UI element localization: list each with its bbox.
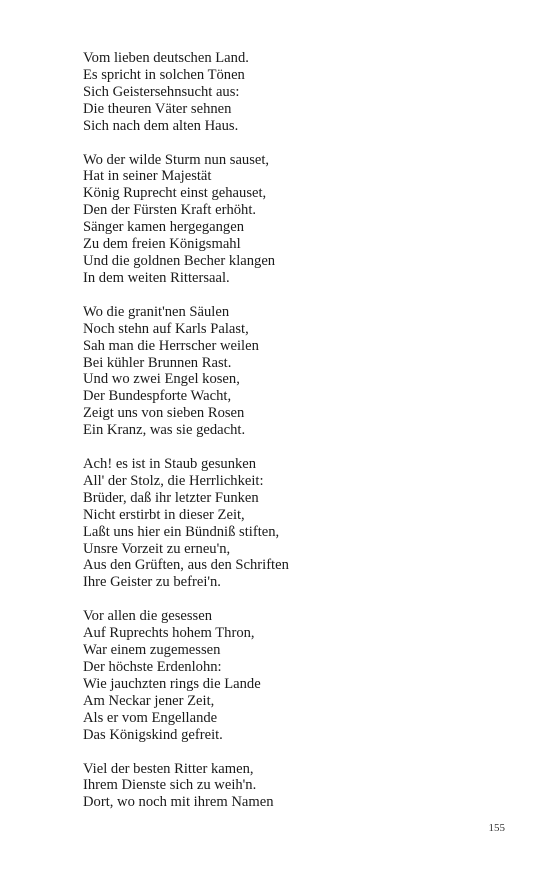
verse-line: Als er vom Engellande <box>83 709 218 726</box>
poem-text <box>83 50 503 811</box>
stanza <box>83 304 503 439</box>
verse-line: Nicht erstirbt in dieser Zeit, <box>83 506 245 523</box>
stanza <box>83 152 503 287</box>
verse-line: Wo die granit'nen Säulen <box>83 303 230 320</box>
verse-line: Vor allen die gesessen <box>83 608 213 625</box>
verse-line: In dem weiten Rittersaal. <box>83 269 230 286</box>
verse-line: Sich nach dem alten Haus. <box>83 117 239 134</box>
verse-line: Vom lieben deutschen Land. <box>83 50 249 66</box>
verse-line: Ihrem Dienste sich zu weih'n. <box>83 777 257 794</box>
verse-line: Sänger kamen hergegangen <box>83 219 245 236</box>
verse-line: Und die goldnen Becher klangen <box>83 252 276 269</box>
verse-line: Und wo zwei Engel kosen, <box>83 371 240 388</box>
verse-line: Die theuren Väter sehnen <box>83 100 232 117</box>
verse-line: Auf Ruprechts hohem Thron, <box>83 625 255 642</box>
stanza <box>83 761 503 812</box>
verse-line: Der höchste Erdenlohn: <box>83 659 222 675</box>
verse-line: Ein Kranz, was sie gedacht. <box>83 422 246 439</box>
verse-line: Wo der wilde Sturm nun sauset, <box>83 151 270 168</box>
verse-line: Sich Geistersehnsucht aus: <box>83 83 240 100</box>
verse-line: Noch stehn auf Karls Palast, <box>83 320 249 337</box>
verse-line: Brüder, daß ihr letzter Funken <box>83 489 259 506</box>
verse-line: Laßt uns hier ein Bündniß stiften, <box>83 523 280 540</box>
verse-line: Ach! es ist in Staub gesunken <box>83 456 257 473</box>
stanza <box>83 608 503 743</box>
verse-line: Dort, wo noch mit ihrem Namen <box>83 794 274 811</box>
verse-line: Zeigt uns von sieben Rosen <box>83 405 245 422</box>
verse-line: Hat in seiner Majestät <box>83 168 212 185</box>
verse-line: Zu dem freien Königsmahl <box>83 236 241 253</box>
verse-line: Unsre Vorzeit zu erneu'n, <box>83 540 231 557</box>
verse-line: Ihre Geister zu befrei'n. <box>83 574 221 591</box>
page-number: 155 <box>488 822 505 834</box>
verse-line: Bei kühler Brunnen Rast. <box>83 354 232 371</box>
stanza <box>83 50 503 135</box>
stanza <box>83 456 503 591</box>
verse-line: All' der Stolz, die Herrlichkeit: <box>83 472 264 489</box>
verse-line: Sah man die Herrscher weilen <box>83 337 259 354</box>
verse-line: Den der Fürsten Kraft erhöht. <box>83 202 257 219</box>
verse-line: Der Bundespforte Wacht, <box>83 388 232 405</box>
verse-line: Wie jauchzten rings die Lande <box>83 675 261 692</box>
verse-line: War einem zugemessen <box>83 642 221 659</box>
verse-line: Viel der besten Ritter kamen, <box>83 760 254 777</box>
verse-line: König Ruprecht einst gehauset, <box>83 185 267 202</box>
verse-line: Es spricht in solchen Tönen <box>83 66 245 83</box>
verse-line: Am Neckar jener Zeit, <box>83 692 215 709</box>
verse-line: Aus den Grüften, aus den Schriften <box>83 557 289 574</box>
verse-line: Das Königskind gefreit. <box>83 726 223 743</box>
